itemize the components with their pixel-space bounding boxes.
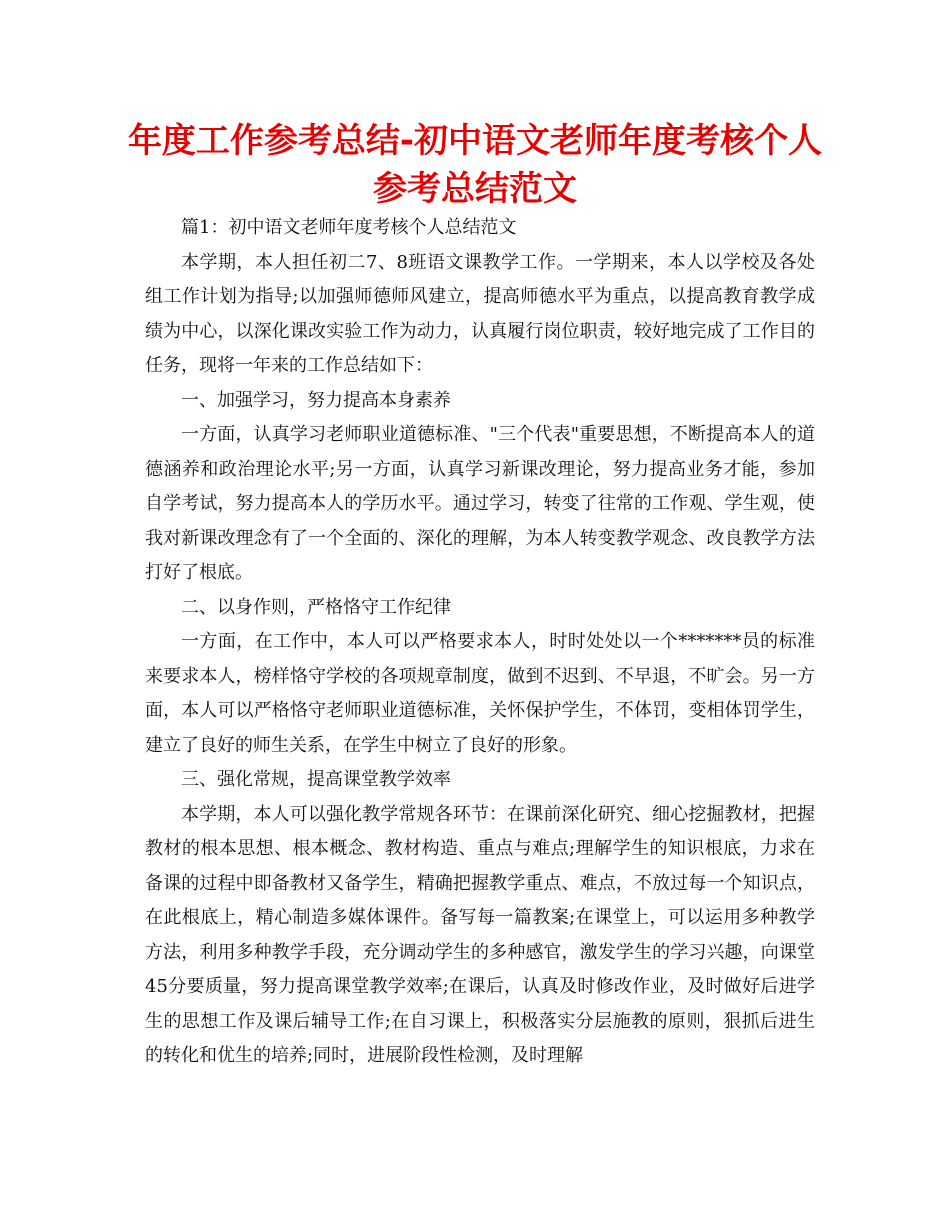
section-heading-1: 一、加强学习，努力提高本身素养: [181, 389, 451, 411]
document-body: [145, 211, 815, 1074]
document-title: 年度工作参考总结-初中语文老师年度考核个人参考总结范文: [127, 121, 823, 209]
paragraph-section-3: 本学期，本人可以强化教学常规各环节：在课前深化研究、细心挖掘教材，把握教材的根本思想、根本概念、教材构造、重点与难点;理解学生的知识根底，力求在备课的过程中即备教材又备学生，精确把握教学重点、难点，不放过每一个知识点，在此根底上，精心制造多媒体课件。备写每一篇教案;在课堂上，可以运用多种教学方法，利用多种教学手段，充分调动学生的多种感官，激发学生的学习兴趣，向课堂45分要质量，努力提高课堂教学效率;在课后，认真及时修改作业，及时做好后进学生的思想工作及课后辅导工作;在自习课上，积极落实分层施教的原则，狠抓后进生的转化和优生的培养;同时，进展阶段性检测，及时理解: [145, 803, 815, 1066]
section-heading-2: 二、以身作则，严格恪守工作纪律: [181, 596, 451, 618]
paragraph-section-2: 一方面，在工作中，本人可以严格要求本人，时时处处以一个*******员的标准来要求本人，榜样恪守学校的各项规章制度，做到不迟到、不早退，不旷会。另一方面，本人可以严格恪守老师职业道德标准，关怀保护学生，不体罚，变相体罚学生，建立了良好的师生关系，在学生中树立了良好的形象。: [145, 631, 815, 756]
document-subtitle: 篇1：初中语文老师年度考核个人总结范文: [181, 217, 517, 238]
paragraph-section-1: 一方面，认真学习老师职业道德标准、"三个代表"重要思想，不断提高本人的道德涵养和政治理论水平;另一方面，认真学习新课改理论，努力提高业务才能，参加自学考试，努力提高本人的学历水平。通过学习，转变了往常的工作观、学生观，使我对新课改理念有了一个全面的、深化的理解，为本人转变教学观念、改良教学方法打好了根底。: [145, 424, 815, 583]
section-heading-3: 三、强化常规，提高课堂教学效率: [181, 769, 451, 790]
paragraph-intro: 本学期，本人担任初二7、8班语文课教学工作。一学期来，本人以学校及各处组工作计划为指导;以加强师德师风建立，提高师德水平为重点，以提高教育教学成绩为中心，以深化课改实验工作为动力，认真履行岗位职责，较好地完成了工作目的任务，现将一年来的工作总结如下：: [145, 251, 815, 376]
